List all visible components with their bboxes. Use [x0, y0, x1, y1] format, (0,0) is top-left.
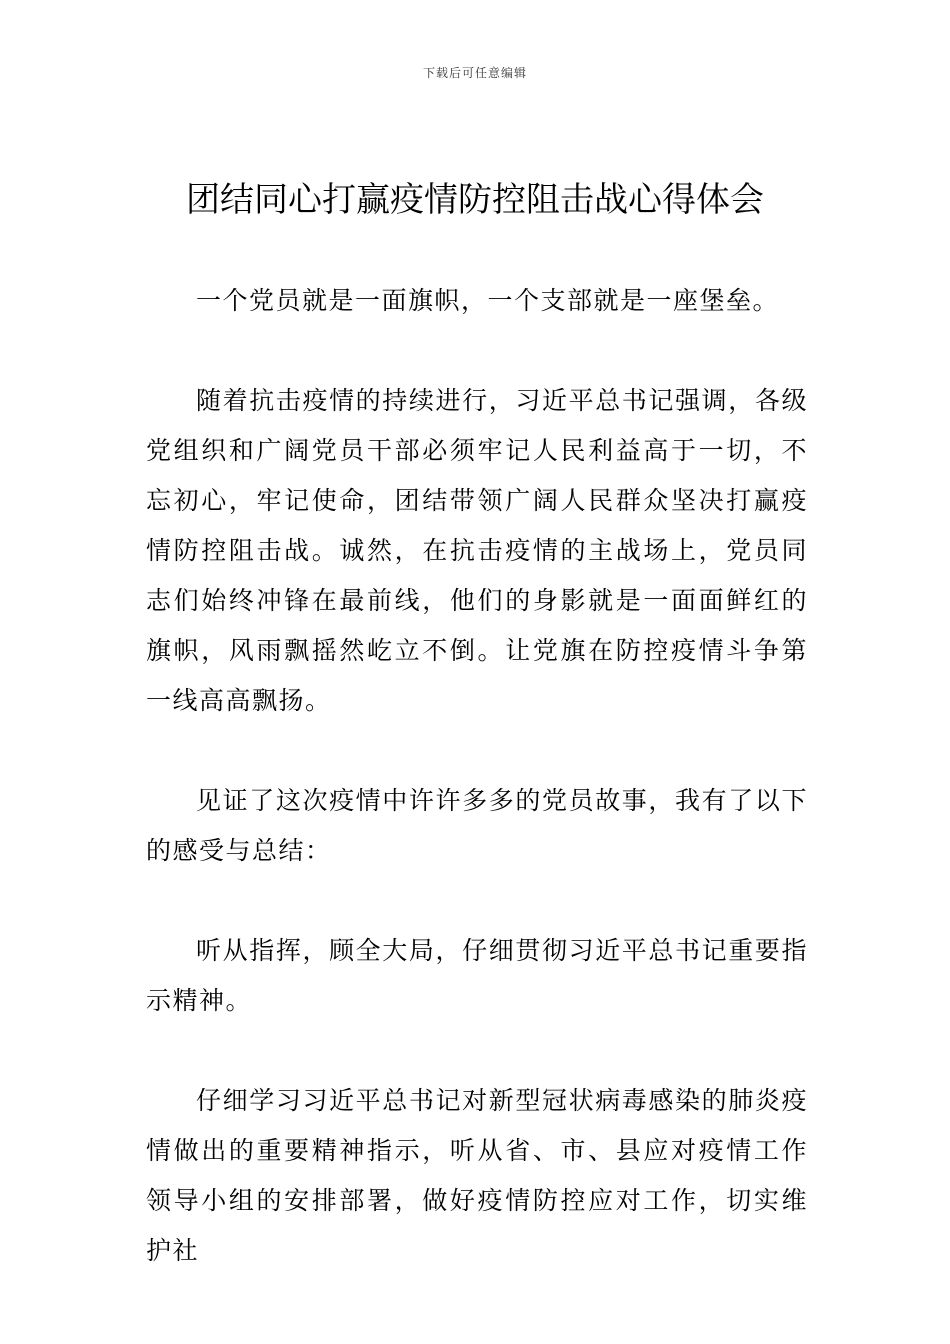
paragraph: 一个党员就是一面旗帜，一个支部就是一座堡垒。	[196, 286, 780, 315]
document-title: 团结同心打赢疫情防控阻击战心得体会	[186, 180, 764, 220]
paragraph: 见证了这次疫情中许许多多的党员故事，我有了以下的感受与总结：	[146, 786, 808, 865]
document-body	[146, 276, 808, 1326]
paragraph: 听从指挥，顾全大局，仔细贯彻习近平总书记重要指示精神。	[146, 936, 808, 1015]
paragraph: 随着抗击疫情的持续进行，习近平总书记强调，各级党组织和广阔党员干部必须牢记人民利益高于一切，不忘初心，牢记使命，团结带领广阔人民群众坚决打赢疫情防控阻击战。诚然，在抗击疫情的主战场上，党员同志们始终冲锋在最前线，他们的身影就是一面面鲜红的旗帜，风雨飘摇然屹立不倒。让党旗在防控疫情斗争第一线高高飘扬。	[146, 386, 808, 715]
header-note: 下载后可任意编辑	[422, 66, 527, 80]
paragraph: 仔细学习习近平总书记对新型冠状病毒感染的肺炎疫情做出的重要精神指示，听从省、市、县应对疫情工作领导小组的安排部署，做好疫情防控应对工作，切实维护社	[146, 1086, 808, 1265]
